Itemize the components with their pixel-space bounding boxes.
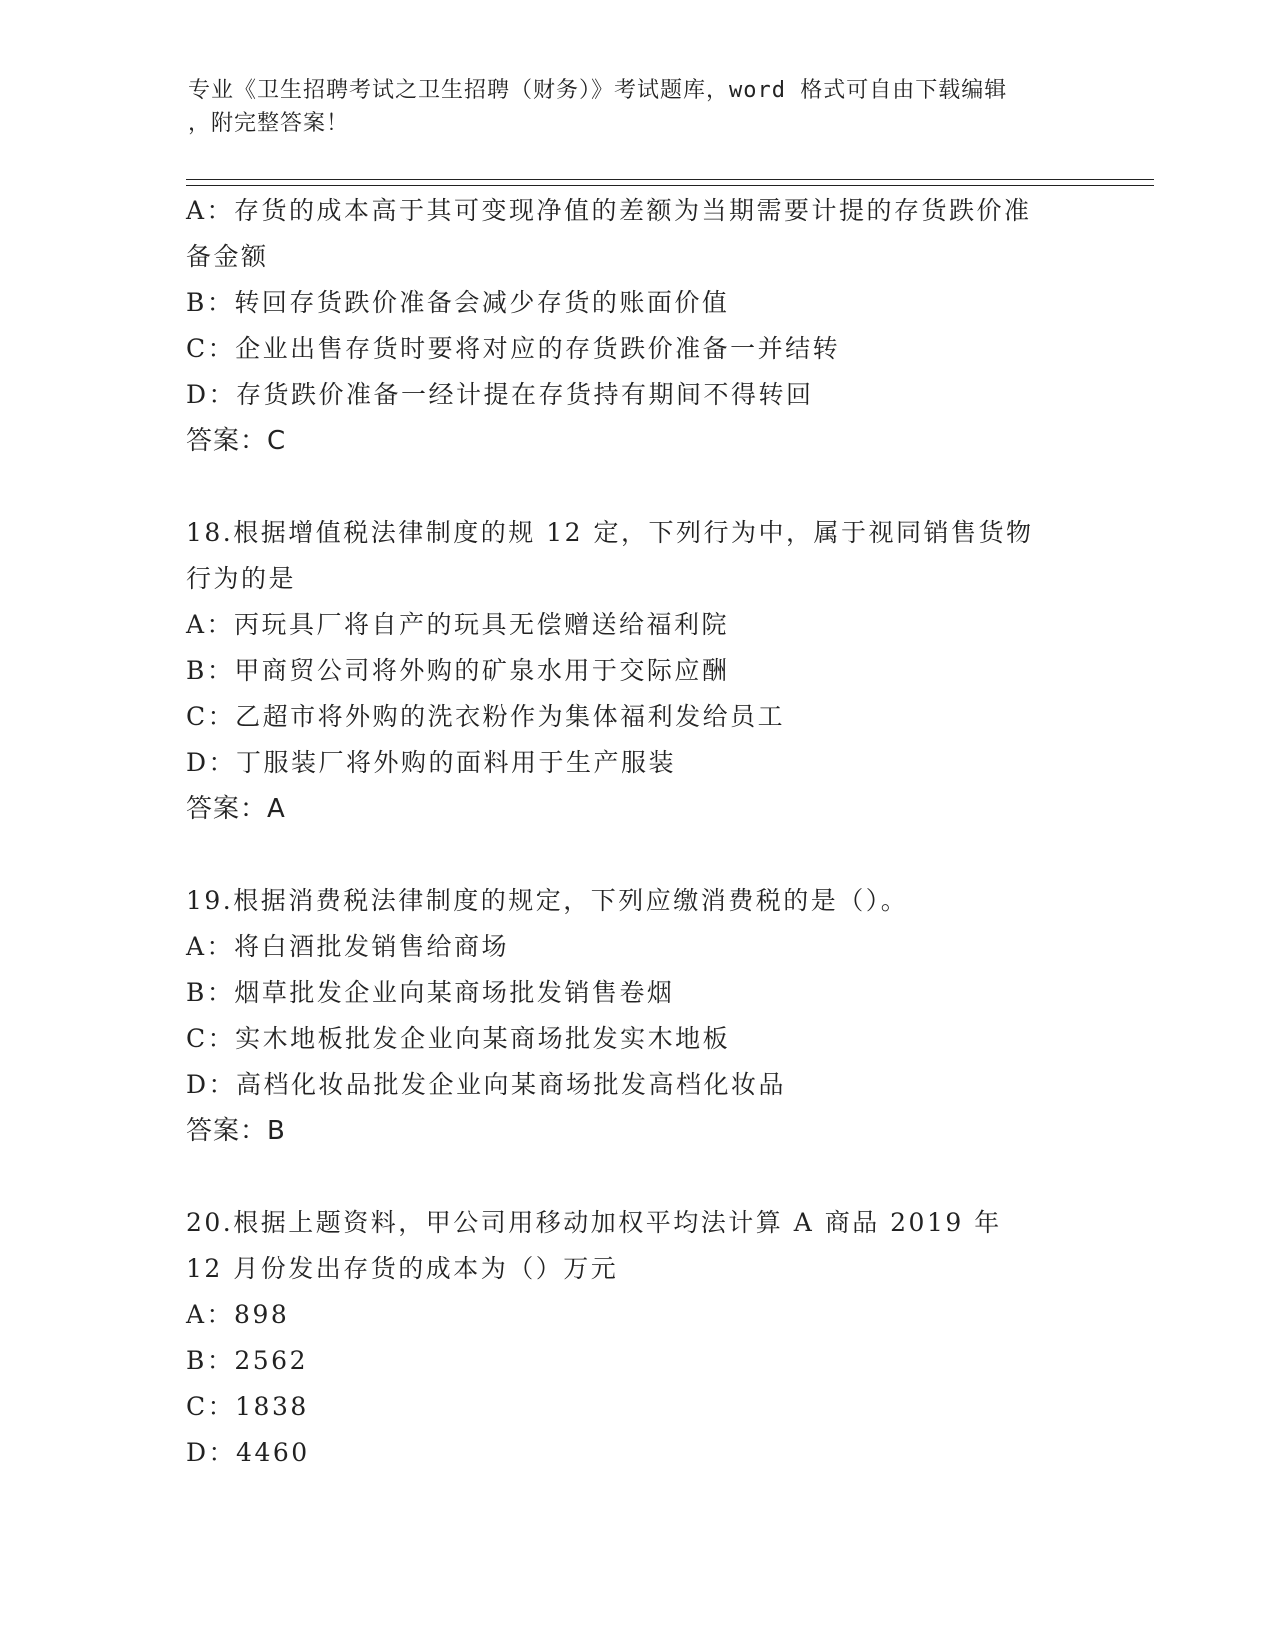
question-text: 19.根据消费税法律制度的规定，下列应缴消费税的是（）。 bbox=[186, 886, 909, 915]
option-b: B：2562 bbox=[186, 1346, 308, 1375]
option-a: A：存货的成本高于其可变现净值的差额为当期需要计提的存货跌价准备金额 bbox=[186, 196, 1032, 271]
question-text: 18.根据增值税法律制度的规 12 定，下列行为中，属于视同销售货物行为的是 bbox=[186, 518, 1034, 593]
option-c: C：企业出售存货时要将对应的存货跌价准备一并结转 bbox=[186, 334, 841, 363]
option-c: C：实木地板批发企业向某商场批发实木地板 bbox=[186, 1024, 731, 1053]
answer: 答案：B bbox=[186, 1116, 286, 1146]
option-a: A：898 bbox=[186, 1300, 290, 1329]
option-d: D：存货跌价准备一经计提在存货持有期间不得转回 bbox=[186, 380, 814, 409]
option-c: C：乙超市将外购的洗衣粉作为集体福利发给员工 bbox=[186, 702, 786, 731]
document-header bbox=[188, 74, 1068, 140]
option-b: B：甲商贸公司将外购的矿泉水用于交际应酬 bbox=[186, 656, 730, 685]
option-a: A：将白酒批发销售给商场 bbox=[186, 932, 510, 961]
option-d: D：高档化妆品批发企业向某商场批发高档化妆品 bbox=[186, 1070, 787, 1099]
header-divider bbox=[186, 179, 1154, 186]
option-d: D：丁服装厂将外购的面料用于生产服装 bbox=[186, 748, 677, 777]
header-title-line2: ，附完整答案！ bbox=[188, 111, 350, 136]
option-a: A：丙玩具厂将自产的玩具无偿赠送给福利院 bbox=[186, 610, 730, 639]
option-b: B：烟草批发企业向某商场批发销售卷烟 bbox=[186, 978, 675, 1007]
option-d: D：4460 bbox=[186, 1438, 310, 1467]
question-20 bbox=[186, 1200, 1086, 1476]
option-c: C：1838 bbox=[186, 1392, 309, 1421]
question-17 bbox=[186, 188, 1086, 464]
answer: 答案：C bbox=[186, 426, 287, 456]
answer: 答案：A bbox=[186, 794, 286, 824]
question-18 bbox=[186, 510, 1086, 832]
option-b: B：转回存货跌价准备会减少存货的账面价值 bbox=[186, 288, 730, 317]
question-list bbox=[186, 188, 1086, 1476]
header-title-line1: 专业《卫生招聘考试之卫生招聘（财务）》考试题库，word 格式可自由下载编辑 bbox=[188, 78, 1008, 103]
question-text: 20.根据上题资料，甲公司用移动加权平均法计算 A 商品 2019 年 12 月份发出存货的成本为（）万元 bbox=[186, 1208, 1002, 1283]
question-19 bbox=[186, 878, 1086, 1154]
